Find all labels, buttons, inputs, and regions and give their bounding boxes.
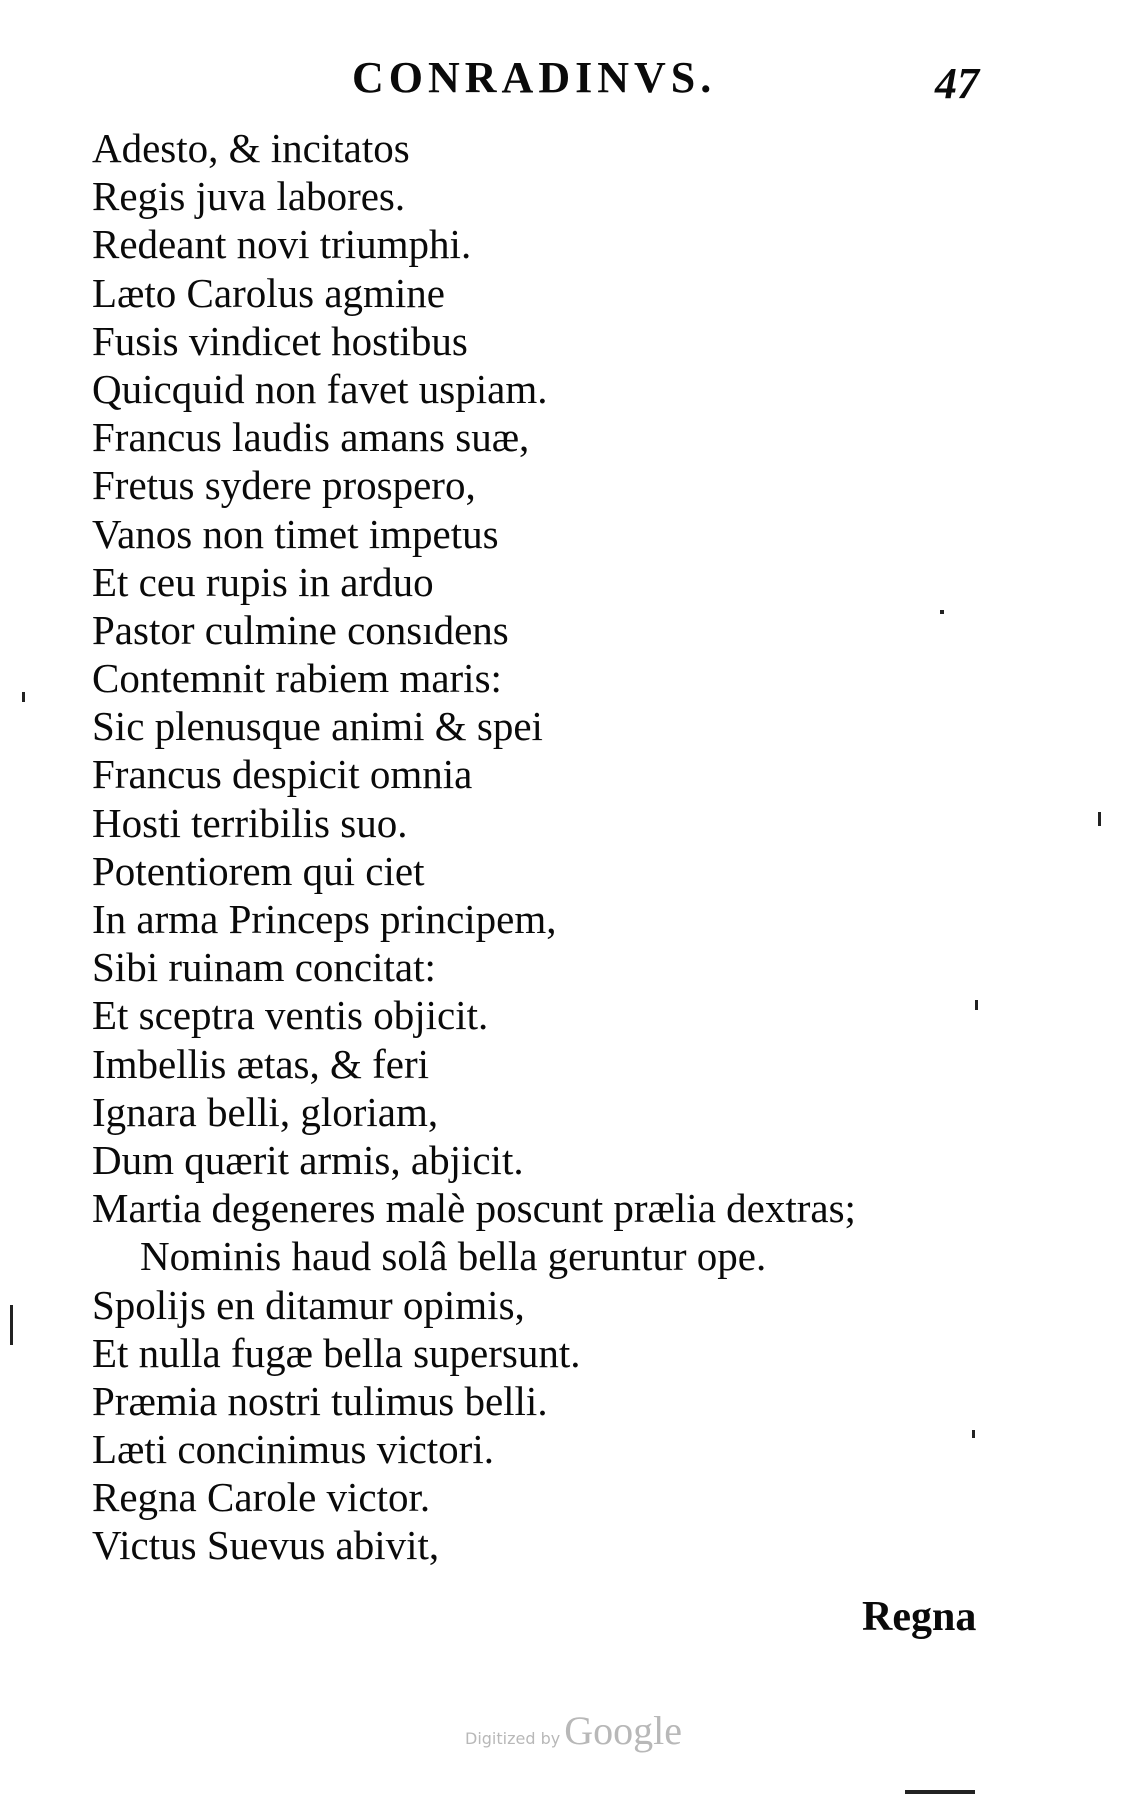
verse-line: Dum quærit armis, abjicit. [92, 1136, 524, 1183]
verse-line: Et sceptra ventis objicit. [92, 992, 489, 1039]
verse-line: Martia degeneres malè poscunt prælia dextras; [92, 1185, 856, 1232]
verse-line: Fusis vindicet hostibus [92, 317, 468, 364]
verse-line: Adesto, & incitatos [92, 125, 410, 171]
verse-line: Victus Suevus abivit, [92, 1522, 440, 1569]
verse-line: Sic plenusque animi & spei [92, 703, 543, 750]
verse-line: Fretus sydere prospero, [92, 462, 476, 509]
print-speck [22, 692, 25, 702]
verse-line: Vanos non timet impetus [92, 510, 499, 557]
verse-line: Læto Carolus agmine [92, 269, 446, 316]
verse-line: Francus despicit omnia [92, 751, 473, 798]
verse-line: Potentiorem qui ciet [92, 847, 425, 894]
google-logo: Google [564, 1708, 682, 1753]
print-speck [1098, 812, 1101, 826]
verse-line: Francus laudis amans suæ, [92, 414, 530, 461]
print-speck [905, 1790, 975, 1794]
verse-line: In arma Princeps principem, [92, 896, 557, 942]
print-speck [975, 1000, 978, 1010]
verse-line: Et ceu rupis in arduo [92, 558, 434, 605]
running-head: CONRADINVS. [352, 53, 717, 102]
verse-line: Quicquid non favet uspiam. [92, 365, 548, 412]
verse-line: Redeant novi triumphi. [92, 221, 472, 268]
verse-line: Hosti terribilis suo. [92, 799, 408, 846]
print-speck [972, 1430, 975, 1438]
digitization-watermark [465, 1707, 682, 1754]
verse-block [92, 124, 952, 1570]
verse-line: Contemnit rabiem maris: [92, 655, 502, 702]
catchword: Regna [862, 1594, 977, 1640]
verse-line: Præmia nostri tulimus belli. [92, 1377, 548, 1424]
verse-line: Læti concinimus victori. [92, 1426, 494, 1473]
verse-line: Spolijs en ditamur opimis, [92, 1281, 525, 1328]
watermark-prefix: Digitized by [465, 1729, 561, 1748]
verse-line: Regna Carole victor. [92, 1474, 431, 1521]
verse-line-indented: Nominis haud solâ bella geruntur ope. [140, 1233, 767, 1280]
verse-line: Regis juva labores. [92, 173, 406, 220]
verse-line: Sibi ruinam concitat: [92, 944, 436, 991]
verse-line: Et nulla fugæ bella supersunt. [92, 1329, 581, 1376]
print-speck [940, 610, 944, 614]
verse-line: Pastor culmine consıdens [92, 606, 509, 653]
page-number: 47 [935, 59, 979, 108]
verse-line: Ignara belli, gloriam, [92, 1088, 439, 1135]
print-speck [10, 1305, 13, 1345]
verse-line: Imbellis ætas, & feri [92, 1040, 430, 1087]
